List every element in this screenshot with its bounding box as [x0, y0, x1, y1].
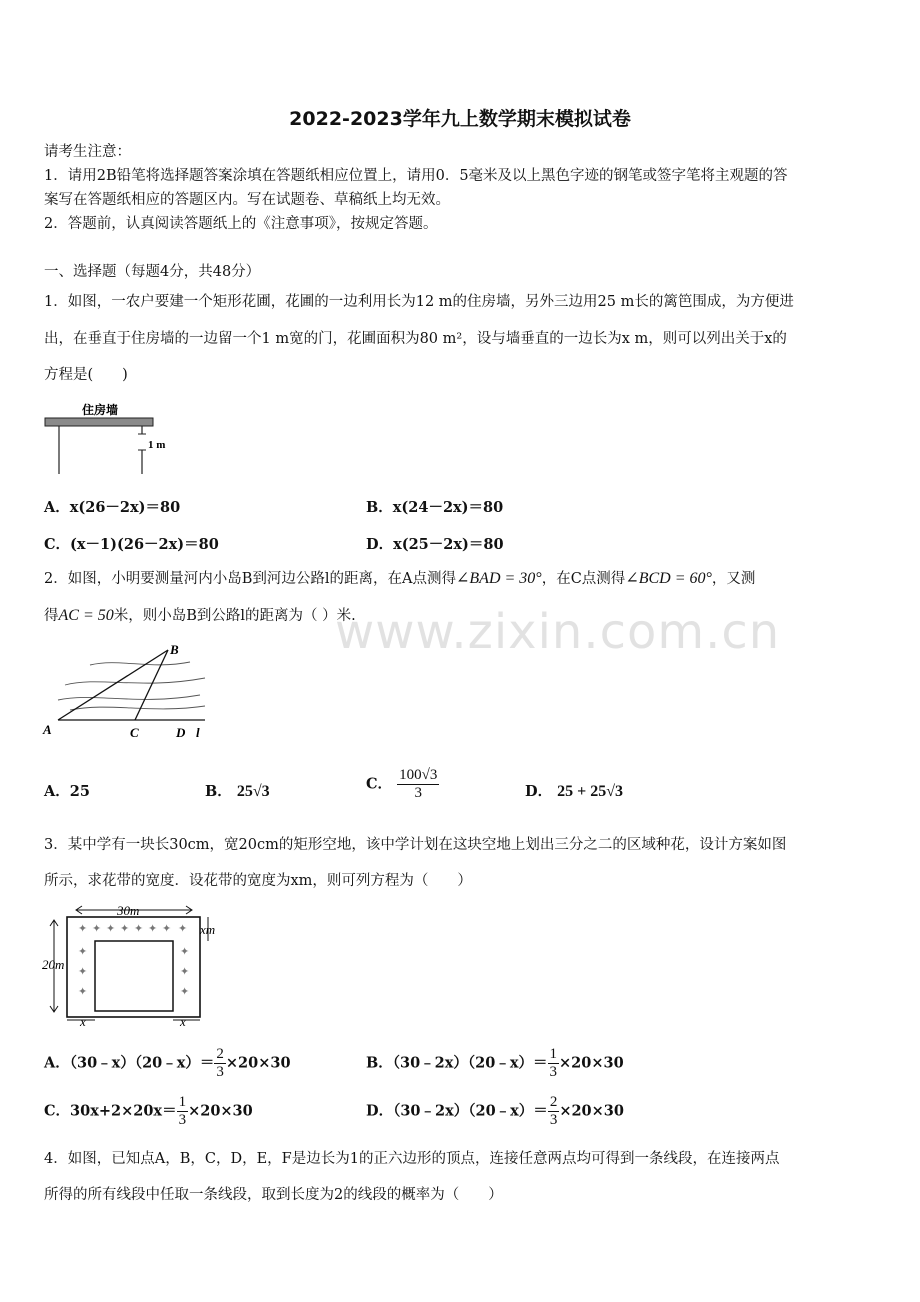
svg-text:✦: ✦	[162, 923, 172, 935]
q2-option-a: A．25	[44, 783, 90, 800]
svg-text:C: C	[130, 725, 139, 740]
notice-heading: 请考生注意：	[44, 144, 131, 160]
q1-option-c: C．(x－1)(26－2x)＝80	[44, 536, 219, 553]
q3-option-c: C．30x+2×20x＝ $\frac{1}{3}$ ×20×30	[44, 1094, 253, 1128]
notice-line-2: 案写在答题纸相应的答题区内。写在试题卷、草稿纸上均无效。	[44, 192, 450, 208]
notice-line-3: 2．答题前，认真阅读答题纸上的《注意事项》，按规定答题。	[44, 216, 438, 232]
svg-text:✦: ✦	[180, 946, 190, 958]
svg-text:✦: ✦	[92, 923, 102, 935]
q1-figure	[42, 398, 172, 478]
door-label: 1 m	[148, 439, 166, 451]
q1-option-b: B．x(24－2x)＝80	[366, 499, 504, 516]
svg-text:✦: ✦	[78, 946, 88, 958]
q1-option-a: A．x(26－2x)＝80	[44, 499, 181, 516]
q2-line-1: 2．如图，小明要测量河内小岛B到河边公路l的距离，在A点测得∠BAD = 30°，在C点测得∠BCD = 60°，又测	[44, 570, 756, 587]
wall-shape	[45, 418, 153, 426]
q1-line-3: 方程是( )	[44, 367, 128, 383]
q3-figure	[40, 900, 230, 1032]
watermark: www.zixin.com.cn	[335, 604, 781, 660]
q4-line-1: 4．如图，已知点A，B，C，D，E，F是边长为1的正六边形的顶点，连接任意两点均可得到一条线段，在连接两点	[44, 1151, 780, 1167]
svg-text:30m: 30m	[117, 903, 140, 918]
svg-text:✦: ✦	[78, 923, 88, 935]
page-title: 2022-2023学年九上数学期末模拟试卷	[289, 108, 631, 130]
ac-length: AC = 50	[58, 607, 114, 624]
q3-line-2: 所示，求花带的宽度．设花带的宽度为xm，则可列方程为（ ）	[44, 873, 472, 889]
svg-text:✦: ✦	[180, 966, 190, 978]
svg-text:x: x	[180, 1014, 186, 1029]
angle-bcd: ∠BCD = 60°	[625, 570, 712, 587]
q3-option-b: B．（30﹣2x）（20﹣x）＝ $\frac{1}{3}$ ×20×30	[366, 1046, 624, 1080]
svg-text:B: B	[170, 642, 179, 657]
svg-text:A: A	[43, 722, 52, 737]
svg-text:20m: 20m	[42, 957, 65, 972]
svg-text:✦: ✦	[78, 986, 88, 998]
svg-text:✦: ✦	[106, 923, 116, 935]
notice-line-1: 1．请用2B铅笔将选择题答案涂填在答题纸相应位置上，请用0．5毫米及以上黑色字迹的钢笔或签字笔将主观题的答	[44, 168, 788, 184]
wall-label: 住房墙	[82, 403, 119, 417]
q2-option-c: C． $\frac{100√3}{3}$	[366, 767, 438, 801]
q1-line-2: 出，在垂直于住房墙的一边留一个1 m宽的门，花圃面积为80 m²，设与墙垂直的一边长为x m，则可以列出关于x的	[44, 331, 787, 347]
q2-option-b: B． 25√3	[205, 783, 270, 800]
q3-line-1: 3．某中学有一块长30cm，宽20cm的矩形空地，该中学计划在这块空地上划出三分之二的区域种花，设计方案如图	[44, 837, 787, 853]
svg-text:xm: xm	[200, 922, 216, 937]
angle-bad: ∠BAD = 30°	[456, 570, 542, 587]
svg-text:D: D	[176, 725, 186, 740]
svg-text:l: l	[196, 725, 200, 740]
q3-option-d: D．（30﹣2x）（20﹣x）＝ $\frac{2}{3}$ ×20×30	[366, 1094, 624, 1128]
svg-text:✦: ✦	[134, 923, 144, 935]
svg-text:✦: ✦	[78, 966, 88, 978]
svg-text:✦: ✦	[120, 923, 130, 935]
section-heading: 一、选择题（每题4分，共48分）	[44, 264, 261, 280]
q4-line-2: 所得的所有线段中任取一条线段，取到长度为2的线段的概率为（ ）	[44, 1187, 503, 1203]
svg-text:✦: ✦	[180, 986, 190, 998]
svg-text:✦: ✦	[148, 923, 158, 935]
q2-figure	[40, 640, 220, 745]
svg-text:x: x	[80, 1014, 86, 1029]
q3-option-a: A．（30﹣x）（20﹣x）＝ $\frac{2}{3}$ ×20×30	[44, 1046, 291, 1080]
q2-option-d: D． 25 + 25√3	[525, 783, 624, 800]
q2-line-2: 得AC = 50米，则小岛B到公路l的距离为（ ）米.	[44, 607, 356, 624]
svg-text:✦: ✦	[178, 923, 188, 935]
q1-option-d: D．x(25－2x)＝80	[366, 536, 504, 553]
q1-line-1: 1．如图，一农户要建一个矩形花圃，花圃的一边利用长为12 m的住房墙，另外三边用25 m长的篱笆围成，为方便进	[44, 294, 794, 310]
